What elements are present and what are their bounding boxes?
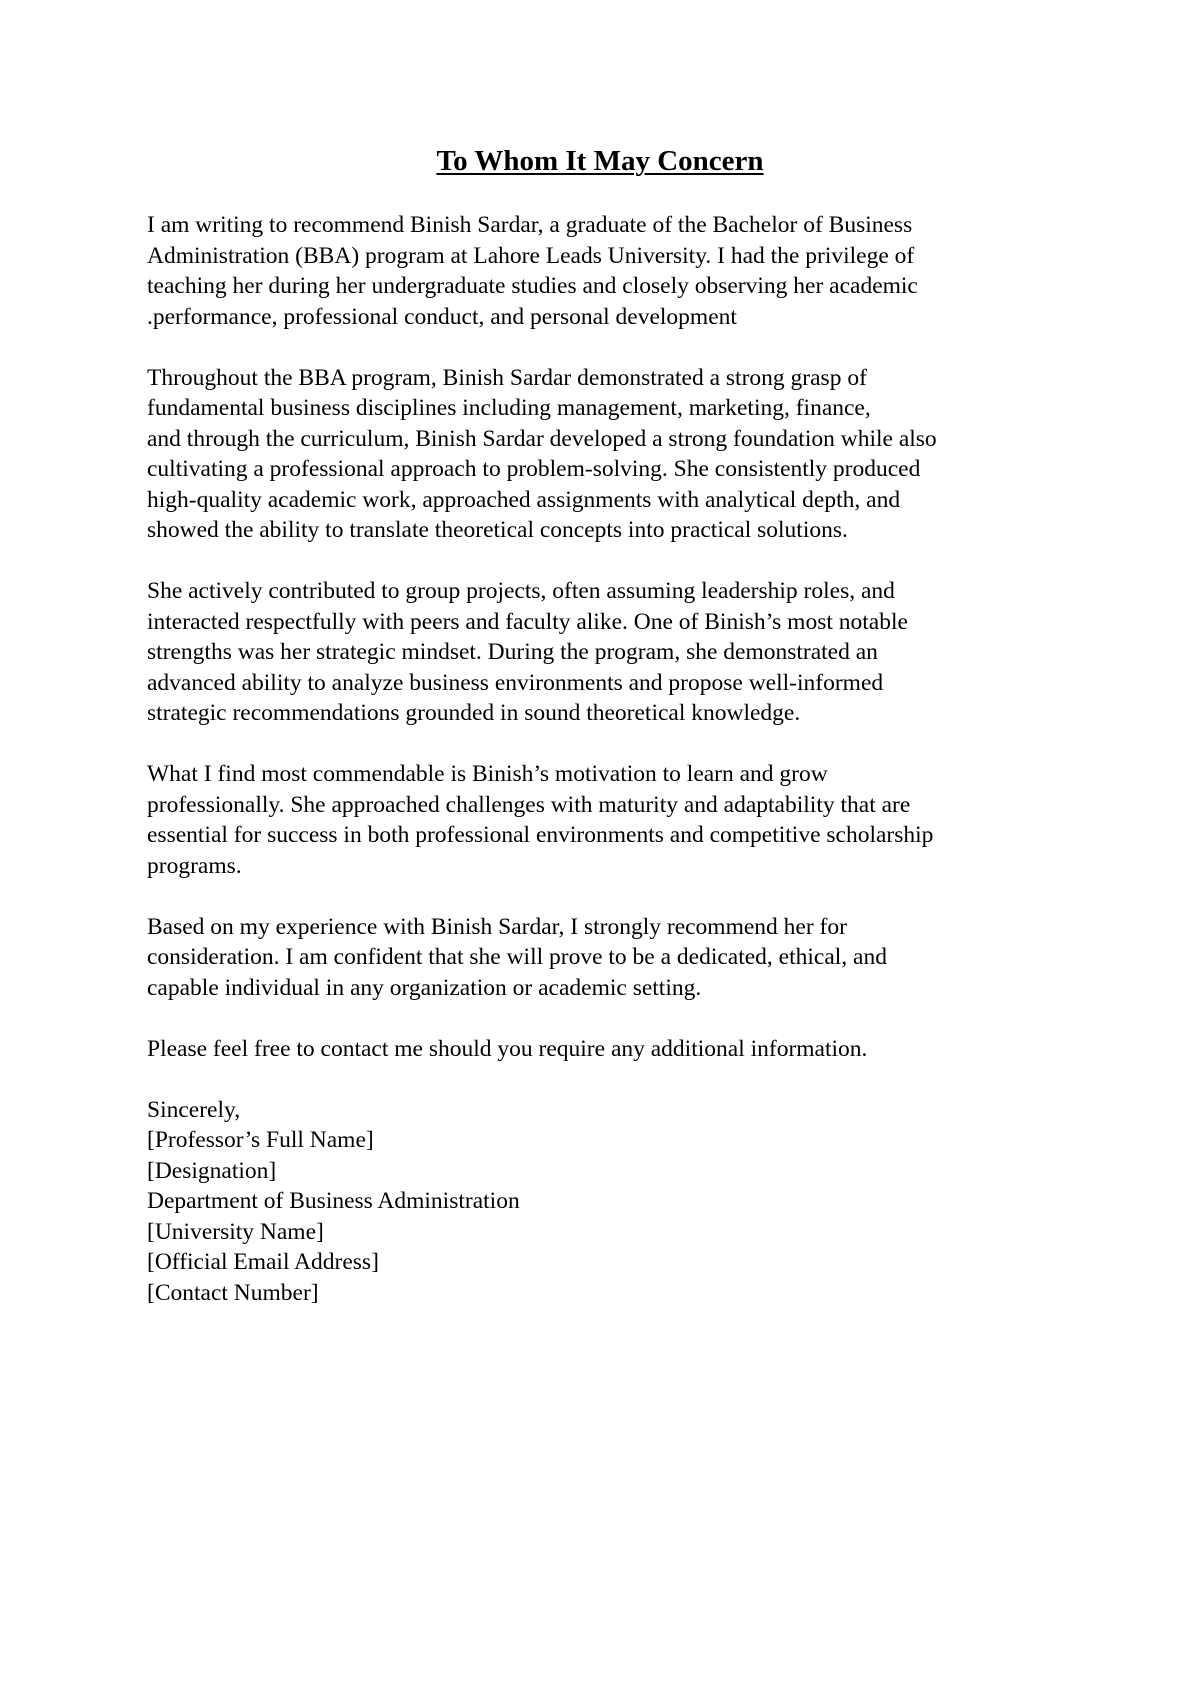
- paragraph-academics: [147, 363, 1067, 546]
- text-line: high-quality academic work, approached assignments with analytical depth, and: [147, 486, 901, 513]
- text-line: consideration. I am confident that she will prove to be a dedicated, ethical, and: [147, 944, 887, 970]
- paragraph-intro: [147, 210, 1067, 332]
- signer-email: [Official Email Address]: [147, 1249, 379, 1275]
- signer-name: [Professor’s Full Name]: [147, 1127, 374, 1153]
- text-line: and through the curriculum, Binish Sardar developed a strong foundation while also: [147, 425, 937, 452]
- text-line: Please feel free to contact me should you require any additional information.: [147, 1035, 868, 1062]
- paragraph-spacer: [147, 332, 1067, 363]
- signer-department: Department of Business Administration: [147, 1188, 520, 1214]
- paragraph-strengths: [147, 576, 1067, 729]
- text-line: strategic recommendations grounded in sound theoretical knowledge.: [147, 700, 801, 726]
- text-line: programs.: [147, 852, 242, 879]
- paragraph-spacer: [147, 1064, 1067, 1095]
- text-line: .performance, professional conduct, and personal development: [147, 303, 737, 330]
- paragraph-recommendation: [147, 912, 1067, 1004]
- text-line: Administration (BBA) program at Lahore Leads University. I had the privilege of: [147, 242, 915, 269]
- text-line: essential for success in both professional environments and competitive scholarship: [147, 822, 934, 848]
- text-line: fundamental business disciplines including management, marketing, finance,: [147, 395, 871, 421]
- signature-block: [147, 1095, 1067, 1309]
- text-line: interacted respectfully with peers and faculty alike. One of Binish’s most notable: [147, 608, 908, 635]
- text-line: Based on my experience with Binish Sardar, I strongly recommend her for: [147, 913, 847, 940]
- paragraph-spacer: [147, 546, 1067, 577]
- text-line: advanced ability to analyze business environments and propose well-informed: [147, 669, 884, 696]
- signer-university: [University Name]: [147, 1218, 324, 1245]
- text-line: What I find most commendable is Binish’s motivation to learn and grow: [147, 761, 828, 787]
- letter-body: [147, 210, 1067, 1308]
- paragraph-spacer: [147, 729, 1067, 760]
- text-line: capable individual in any organization or academic setting.: [147, 974, 702, 1001]
- text-line: I am writing to recommend Binish Sardar, a graduate of the Bachelor of Business: [147, 212, 913, 238]
- text-line: professionally. She approached challenges with maturity and adaptability that are: [147, 791, 911, 818]
- letter-title: To Whom It May Concern: [436, 145, 764, 177]
- paragraph-motivation: [147, 759, 1067, 881]
- paragraph-spacer: [147, 881, 1067, 912]
- signer-designation: [Designation]: [147, 1157, 277, 1184]
- text-line: Throughout the BBA program, Binish Sardar demonstrated a strong grasp of: [147, 364, 867, 391]
- paragraph-contact: [147, 1034, 1067, 1065]
- signer-phone: [Contact Number]: [147, 1279, 319, 1306]
- text-line: showed the ability to translate theoretical concepts into practical solutions.: [147, 517, 848, 543]
- text-line: cultivating a professional approach to problem-solving. She consistently produced: [147, 456, 921, 482]
- text-line: teaching her during her undergraduate studies and closely observing her academic: [147, 273, 918, 299]
- closing-text: Sincerely,: [147, 1096, 241, 1123]
- text-line: strengths was her strategic mindset. During the program, she demonstrated an: [147, 639, 878, 665]
- text-line: She actively contributed to group projects, often assuming leadership roles, and: [147, 578, 895, 604]
- paragraph-spacer: [147, 1003, 1067, 1034]
